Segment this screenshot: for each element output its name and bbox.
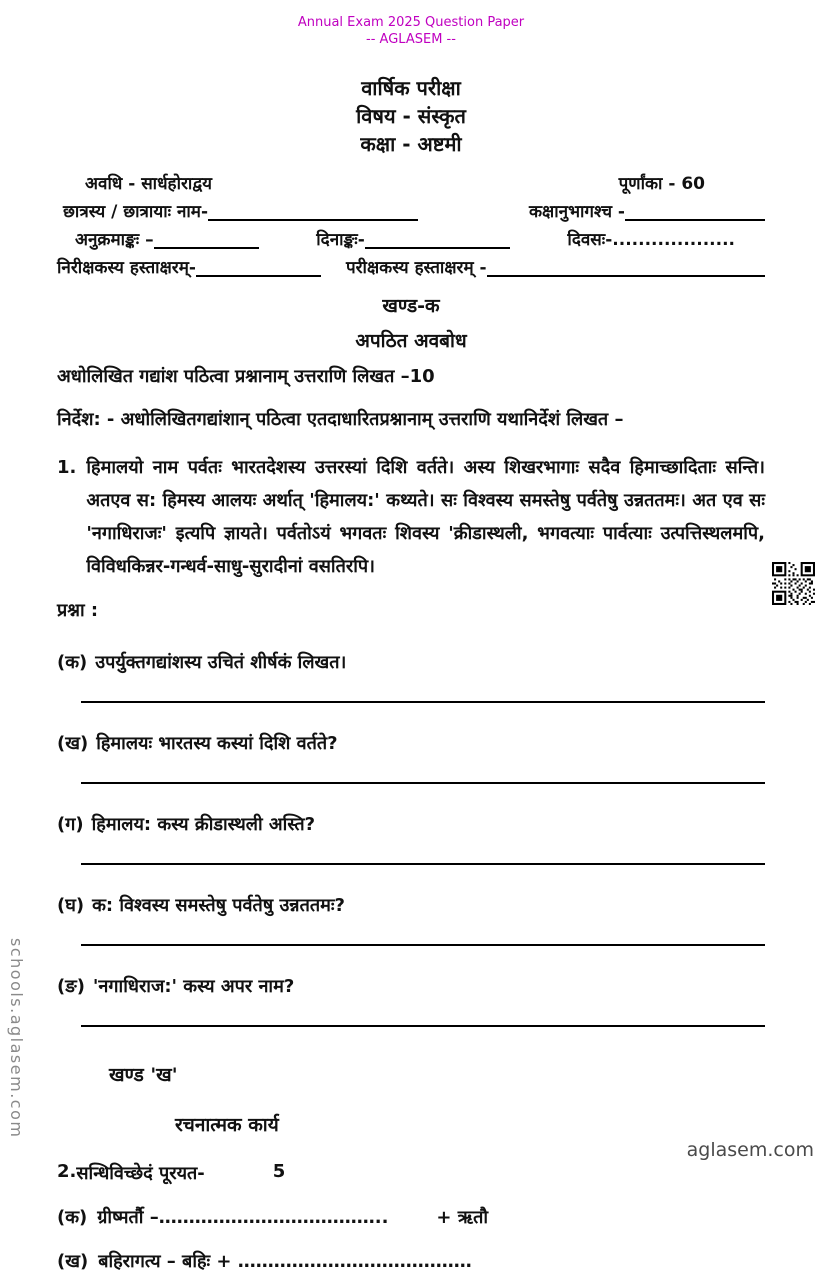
signatures-row <box>57 258 765 279</box>
answer-line <box>81 782 765 784</box>
sandhi-item-kha <box>57 1249 765 1273</box>
section-b-heading: खण्ड 'ख' <box>109 1064 178 1086</box>
invigilator-signature-blank <box>196 259 321 277</box>
page-header <box>57 14 765 48</box>
question-label: (ङ) <box>57 976 85 997</box>
question-text: उपर्युक्तगद्यांशस्य उचितं शीर्षकं लिखत। <box>95 652 347 673</box>
title-block <box>57 74 765 158</box>
roll-number-label: अनुक्रमाङ्कः – <box>75 230 154 250</box>
date-blank <box>365 231 510 249</box>
qr-code-icon <box>772 562 815 605</box>
exam-title: वार्षिक परीक्षा <box>361 76 461 100</box>
bottom-right-watermark: aglasem.com <box>686 1139 814 1161</box>
reading-passage <box>57 451 765 583</box>
roll-date-day-row <box>57 230 765 251</box>
sandhi-item-label: (ख) <box>57 1251 89 1272</box>
examiner-signature-blank <box>487 259 765 277</box>
question-item-gha <box>57 894 765 946</box>
question-item-kha <box>57 732 765 784</box>
passage-text: हिमालयो नाम पर्वतः भारतदेशस्य उत्तरस्यां दिशि वर्तते। अस्य शिखरभागाः सदैव हिमाच्छादिताः सन्ति। अतएव स: हिमस्य आलयः अर्थात् 'हिमालय:' कथ्यते। सः विश्वस्य समस्तेषु पर्वतेषु उन्नततमः। अत एव सः 'नगाधिराजः' इत्यपि ज्ञायते। पर्वतोऽयं भगवतः शिवस्य 'क्रीडास्थली, भगवत्याः पार्वत्याः उत्पत्तिस्थलमपि, विविधकिन्नर-गन्धर्व-साधु-सुरादीनां वसतिरपि। <box>86 457 765 577</box>
sandhi-item-text: ग्रीष्मर्तौ –……………………………….. <box>97 1207 389 1228</box>
question-label: (ग) <box>57 814 84 835</box>
roll-number-blank <box>154 231 259 249</box>
sandhi-item-label: (क) <box>57 1207 88 1228</box>
total-marks-label: पूर्णांका - 60 <box>618 174 705 194</box>
section-a-heading: खण्ड-क <box>382 295 440 317</box>
name-section-row <box>57 202 765 223</box>
question-2-number: 2. <box>57 1161 77 1182</box>
question-text: 'नगाधिराज:' कस्य अपर नाम? <box>92 976 295 997</box>
question-label: (ख) <box>57 733 89 754</box>
passage-number: 1. <box>57 457 77 478</box>
day-label: दिवसः-................... <box>567 230 735 250</box>
sandhi-item-text: बहिरागत्य – बहिः + ………………………………… <box>98 1251 472 1272</box>
class-title: कक्षा - अष्टमी <box>360 132 462 156</box>
duration-label: अवधि - सार्धहोराद्वय <box>85 174 212 194</box>
invigilator-signature-label: निरीक्षकस्य हस्ताक्षरम्- <box>57 258 196 278</box>
left-watermark: schools.aglasem.com <box>7 938 26 1139</box>
sandhi-item-ka <box>57 1205 765 1229</box>
question-item-ga <box>57 813 765 865</box>
question-label: (क) <box>57 652 88 673</box>
section-b-subheading: रचनात्मक कार्य <box>175 1114 279 1136</box>
answer-line <box>81 863 765 865</box>
question-text: हिमालय: कस्य क्रीडास्थली अस्ति? <box>91 814 316 835</box>
question-2-text: सन्धिविच्छेदं पूरयत- <box>76 1163 205 1184</box>
answer-line <box>81 701 765 703</box>
student-name-label: छात्रस्य / छात्रायाः नाम- <box>63 202 209 222</box>
question-2-marks: 5 <box>272 1161 286 1182</box>
answer-line <box>81 1025 765 1027</box>
sandhi-item-suffix: + ऋतौ <box>436 1207 489 1228</box>
student-name-blank <box>208 203 418 221</box>
section-a-instruction: अधोलिखित गद्यांश पठित्वा प्रश्नानाम् उत्तराणि लिखत –10 <box>57 366 435 387</box>
questions-heading: प्रश्ना : <box>57 600 99 621</box>
question-item-ka <box>57 651 765 703</box>
exam-meta <box>57 174 765 279</box>
examiner-signature-label: परीक्षकस्य हस्ताक्षरम् - <box>345 258 487 278</box>
question-text: क: विश्वस्य समस्तेषु पर्वतेषु उन्नततमः? <box>92 895 345 916</box>
aglasem-brand: -- AGLASEM -- <box>366 32 456 47</box>
answer-line <box>81 944 765 946</box>
question-label: (घ) <box>57 895 85 916</box>
question-2-row <box>57 1161 765 1185</box>
question-item-nga <box>57 975 765 1027</box>
exam-paper-header: Annual Exam 2025 Question Paper <box>297 15 525 30</box>
class-section-label: कक्षानुभागश्च - <box>528 202 625 222</box>
date-label: दिनाङ्कः- <box>316 230 365 250</box>
section-a-direction: निर्देश: - अधोलिखितगद्यांशान् पठित्वा एतदाधारितप्रश्नानाम् उत्तराणि यथानिर्देशं लिखत – <box>57 409 624 430</box>
duration-marks-row <box>57 174 765 195</box>
question-text: हिमालयः भारतस्य कस्यां दिशि वर्तते? <box>96 733 338 754</box>
class-section-blank <box>625 203 765 221</box>
section-a-subheading: अपठित अवबोध <box>355 330 467 352</box>
subject-title: विषय - संस्कृत <box>356 104 466 128</box>
